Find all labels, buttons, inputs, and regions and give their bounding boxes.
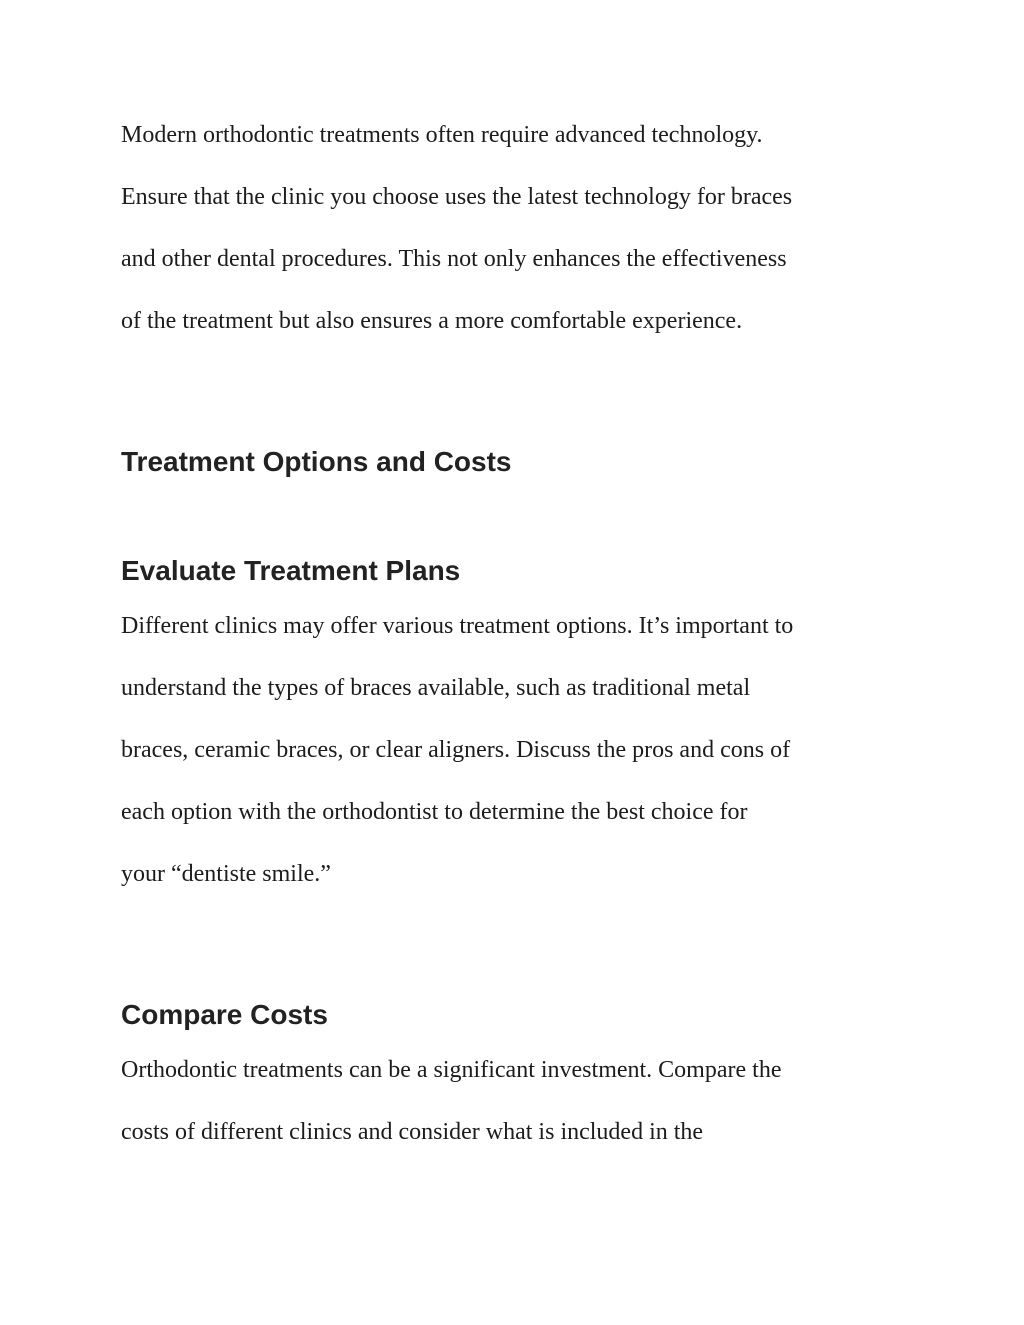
intro-line-1: Modern orthodontic treatments often require advanced technology. <box>121 122 763 148</box>
evaluate-line-4: each option with the orthodontist to determine the best choice for <box>121 799 748 825</box>
compare-line-1: Orthodontic treatments can be a significant investment. Compare the <box>121 1057 782 1083</box>
intro-line-4: of the treatment but also ensures a more comfortable experience. <box>121 308 743 334</box>
subheading-evaluate-treatment-plans: Evaluate Treatment Plans <box>121 555 461 586</box>
intro-line-2: Ensure that the clinic you choose uses the latest technology for braces <box>121 184 793 210</box>
evaluate-line-3: braces, ceramic braces, or clear aligners. Discuss the pros and cons of <box>121 737 791 763</box>
evaluate-line-5: your “dentiste smile.” <box>121 861 331 887</box>
compare-line-2: costs of different clinics and consider what is included in the <box>121 1119 704 1145</box>
subheading-compare-costs: Compare Costs <box>121 999 328 1030</box>
section-heading-treatment-options: Treatment Options and Costs <box>121 446 512 477</box>
evaluate-line-1: Different clinics may offer various treatment options. It’s important to <box>121 613 794 639</box>
intro-line-3: and other dental procedures. This not only enhances the effectiveness <box>121 246 787 272</box>
evaluate-line-2: understand the types of braces available, such as traditional metal <box>121 675 751 701</box>
